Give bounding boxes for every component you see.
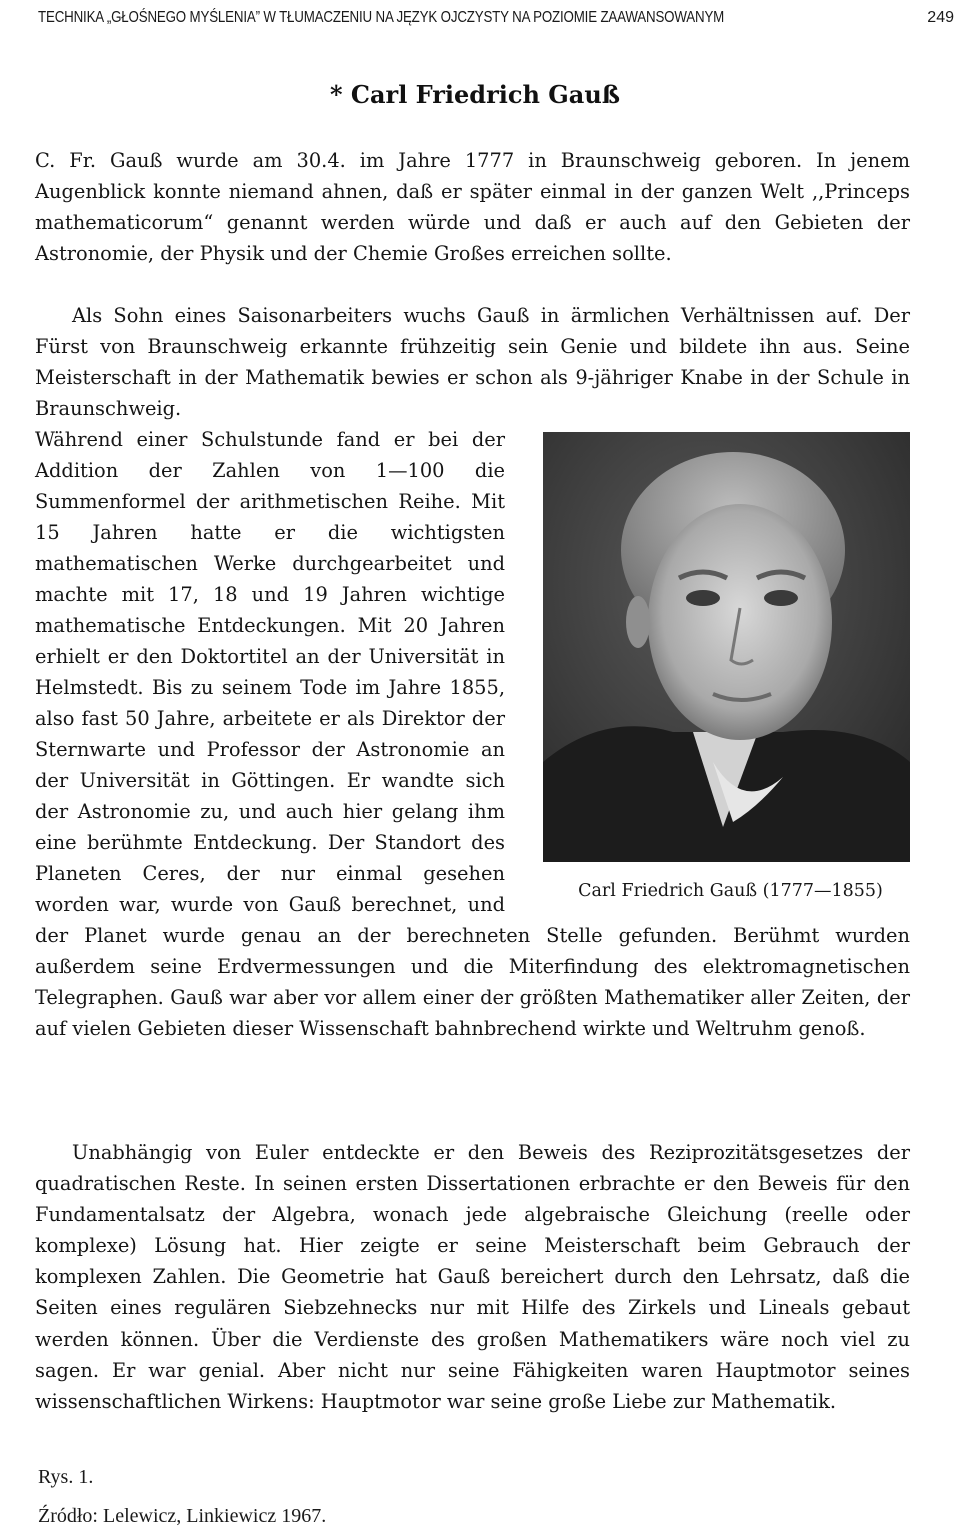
running-head-title: TECHNIKA „GŁOŚNEGO MYŚLENIA” W TŁUMACZENIU NA JĘZYK OJCZYSTY NA POZIOMIE ZAAWANSOWANYM bbox=[38, 9, 725, 26]
text-with-portrait bbox=[35, 424, 910, 1044]
portrait-photo bbox=[543, 432, 910, 862]
article-heading: * Carl Friedrich Gauß bbox=[329, 80, 620, 109]
figure-label: Rys. 1. bbox=[38, 1466, 94, 1488]
portrait-caption: Carl Friedrich Gauß (1777—1855) bbox=[578, 881, 883, 901]
paragraph-career: Während einer Schulstunde fand er bei der Addition der Zahlen von 1—100 die Summenformel der arithmetischen Reihe. Mit 15 Jahren hatte er die wichtigsten mathematischen Werke durchgearbeitet und machte mit 17, 18 und 19 Jahren wichtige mathematische Entdeckungen. Mit 20 Jahren erhielt er den Doktortitel an der Universität in Helmstedt. Bis zu seinem Tode im Jahre 1855, also fast 50 Jahre, arbeitete er als Direktor der Sternwarte und Professor der Astronomie an der Universität in Göttingen. Er wandte sich der Astronomie zu, und auch hier gelang ihm eine berühmte Entdeckung. Der Standort des Planeten Ceres, der nur einmal gesehen worden war, wurde von Gauß berechnet, und der Planet wurde genau an der berechneten Stelle gefunden. Berühmt wurden außerdem seine Erdvermessungen und die Miterfindung des elektromagnetischen Telegraphen. Gauß war aber vor allem einer der größten Mathematiker aller Zeiten, der auf vielen Gebieten dieser Wissenschaft bahnbrechend wirkte und Weltruhm genoß. bbox=[35, 428, 910, 1040]
figure-source: Źródło: Lelewicz, Linkiewicz 1967. bbox=[38, 1505, 327, 1527]
running-head bbox=[38, 9, 958, 33]
portrait-figure bbox=[543, 432, 910, 901]
paragraph-achievements: Unabhängig von Euler entdeckte er den Beweis des Reziprozitätsgesetzes der quadratischen Reste. In seinen ersten Dissertationen erbrachte er den Beweis für den Fundamentalsatz der Algebra, wonach jede algebraische Gleichung (reelle oder komplexe) Lösung hat. Hier zeigte er seine Meisterschaft beim Gebrauch der komplexen Zahlen. Die Geometrie hat Gauß bereichert durch den Lehrsatz, daß die Seiten eines regulären Siebzehnecks nur mit Hilfe des Zirkels und Lineals gebaut werden können. Über die Verdienste des großen Mathematikers wäre noch viel zu sagen. Er war genial. Aber nicht nur seine Fähigkeiten waren Hauptmotor seines wissenschaftlichen Wirkens: Hauptmotor war seine große Liebe zur Mathematik. bbox=[35, 1141, 910, 1413]
paragraph-birth: C. Fr. Gauß wurde am 30.4. im Jahre 1777 in Braunschweig geboren. In jenem Augenblick konnte niemand ahnen, daß er später einmal in der ganzen Welt ,,Princeps mathematicorum“ genannt werden würde und daß er auch auf den Gebieten der Astronomie, der Physik und der Chemie Großes erreichen sollte. bbox=[35, 149, 910, 266]
gauss-portrait-image bbox=[543, 432, 910, 862]
scanned-page bbox=[30, 75, 920, 1445]
paragraph-childhood: Als Sohn eines Saisonarbeiters wuchs Gauß in ärmlichen Verhältnissen auf. Der Fürst von Braunschweig erkannte frühzeitig sein Genie und bildete ihn aus. Seine Meisterschaft in der Mathematik bewies er schon als 9-jähriger Knabe in der Schule in Braunschweig. bbox=[35, 304, 910, 421]
page-number: 249 bbox=[927, 9, 954, 26]
